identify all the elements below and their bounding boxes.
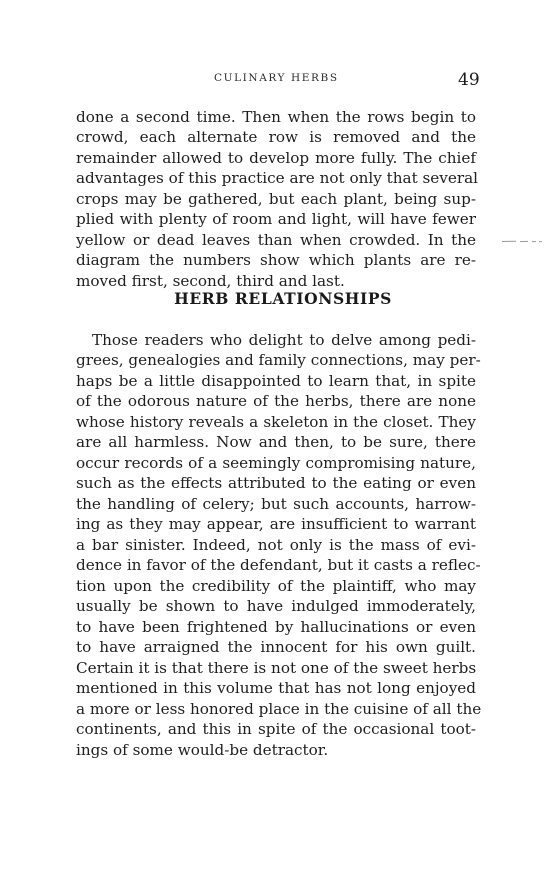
text-line: moved first, second, third and last. xyxy=(76,272,345,290)
text-line: of the odorous nature of the herbs, there are none xyxy=(76,392,476,410)
text-line: usually be shown to have indulged immoderately, xyxy=(76,597,476,615)
text-line: haps be a little disappointed to learn that, in spite xyxy=(76,372,476,390)
text-line: grees, genealogies and family connections, may per- xyxy=(76,351,481,369)
text-line: done a second time. Then when the rows begin to xyxy=(76,108,476,126)
text-line: Those readers who delight to delve among pedi- xyxy=(92,331,476,349)
section-heading xyxy=(0,289,552,308)
text-line: a more or less honored place in the cuisine of all the xyxy=(76,700,482,718)
text-line: continents, and this in spite of the occasional toot- xyxy=(76,720,476,738)
text-line: occur records of a seemingly compromising nature, xyxy=(76,454,476,472)
text-line: are all harmless. Now and then, to be sure, there xyxy=(76,433,476,451)
text-line: tion upon the credibility of the plaintiff, who may xyxy=(76,577,476,595)
text-line: to have been frightened by hallucinations or even xyxy=(76,618,476,636)
text-line: mentioned in this volume that has not long enjoyed xyxy=(76,679,476,697)
text-line: Certain it is that there is not one of the sweet herbs xyxy=(76,659,477,677)
text-line: yellow or dead leaves than when crowded. In the xyxy=(76,231,476,249)
text-line: to have arraigned the innocent for his own guilt. xyxy=(76,638,476,656)
text-line: dence in favor of the defendant, but it casts a reflec- xyxy=(76,556,481,574)
text-line: the handling of celery; but such accounts, harrow- xyxy=(76,495,476,513)
margin-pencil-mark xyxy=(502,240,542,243)
text-line: ings of some would-be detractor. xyxy=(76,741,329,759)
text-line: such as the effects attributed to the eating or even xyxy=(76,474,476,492)
text-line: plied with plenty of room and light, will have fewer xyxy=(76,210,476,228)
text-line: diagram the numbers show which plants are re- xyxy=(76,251,476,269)
text-line: crops may be gathered, but each plant, being sup- xyxy=(76,190,476,208)
text-line: a bar sinister. Indeed, not only is the mass of evi- xyxy=(76,536,476,554)
text-line: remainder allowed to develop more fully. The chief xyxy=(76,149,476,167)
section-heading-text: HERB RELATIONSHIPS xyxy=(174,289,392,308)
page-number: 49 xyxy=(458,70,480,90)
running-head: CULINARY HERBS xyxy=(214,72,339,84)
text-line: crowd, each alternate row is removed and the xyxy=(76,128,476,146)
text-line: whose history reveals a skeleton in the closet. They xyxy=(76,413,476,431)
text-line: advantages of this practice are not only that several xyxy=(76,169,479,187)
text-line: ing as they may appear, are insufficient to warrant xyxy=(76,515,476,533)
